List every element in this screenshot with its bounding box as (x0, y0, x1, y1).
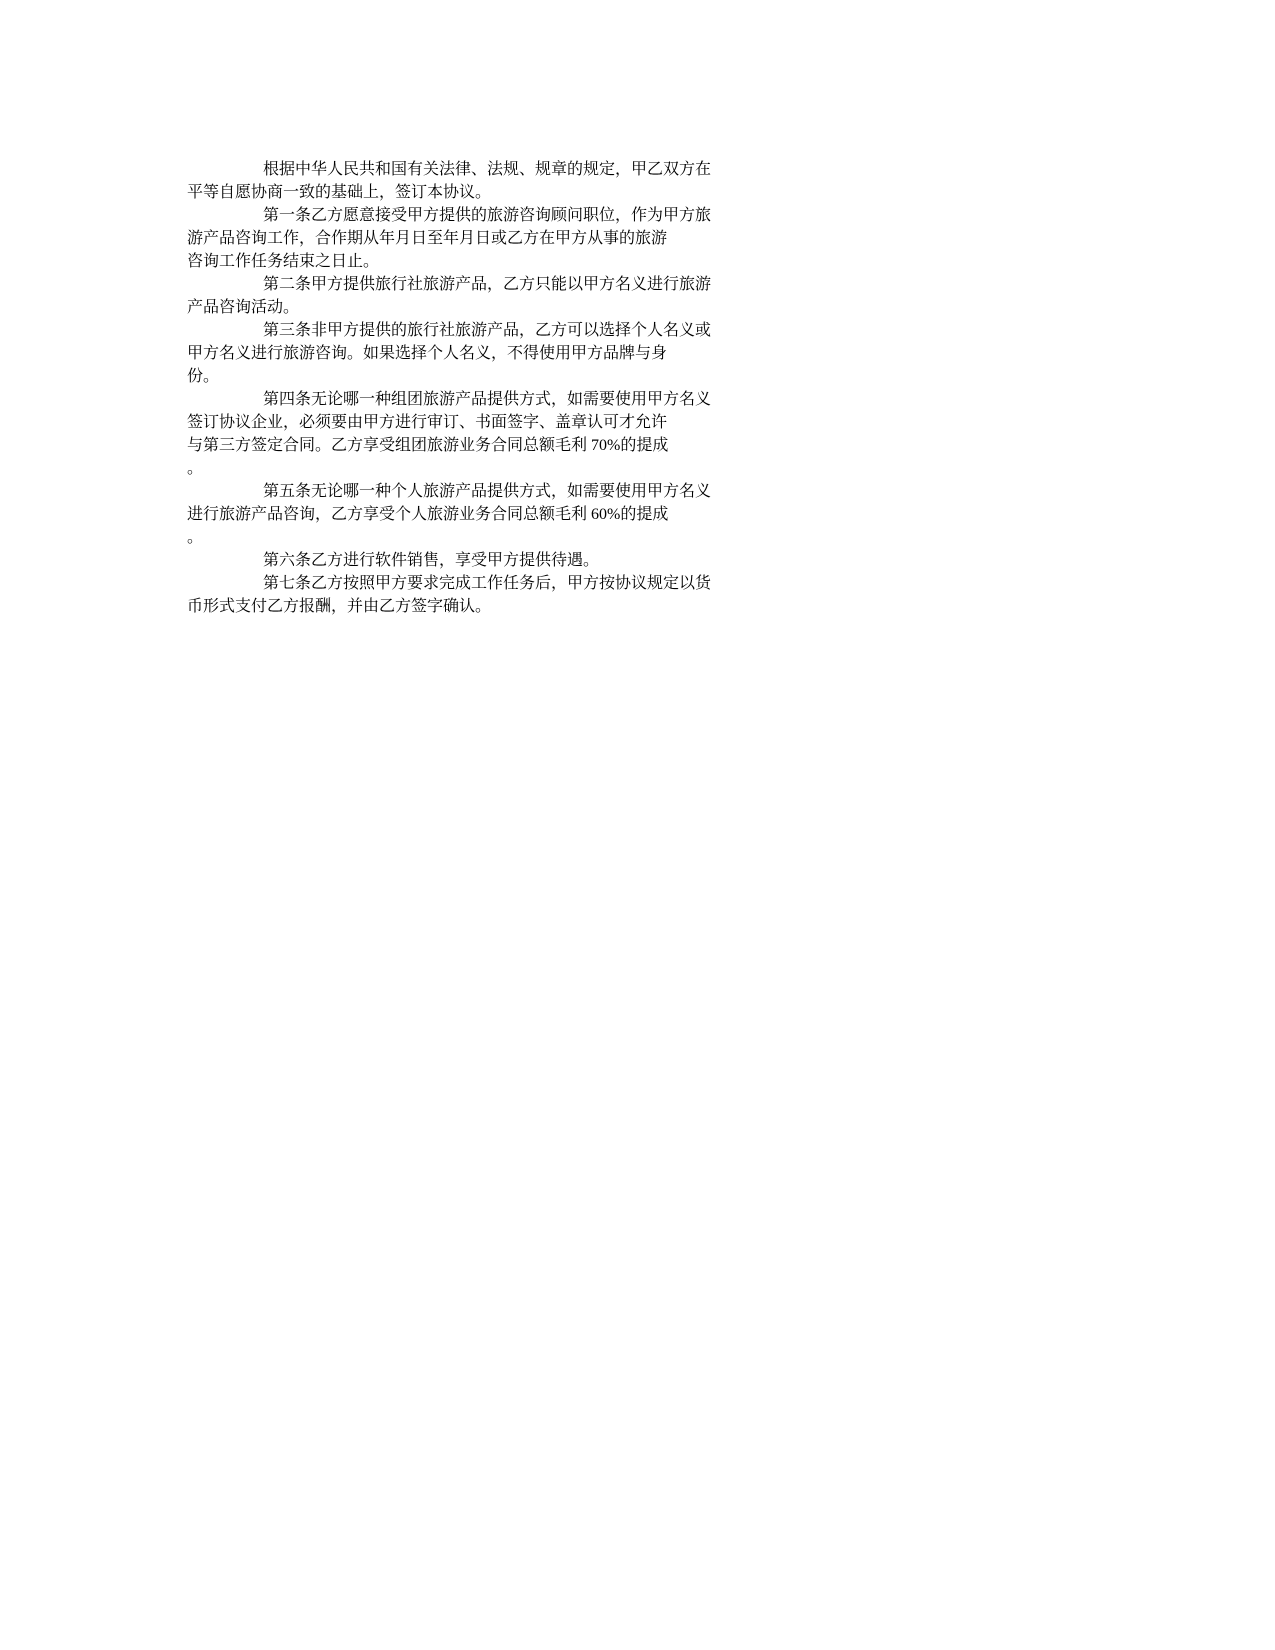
text-line: 咨询工作任务结束之日止。 (187, 253, 380, 270)
text-line: 第一条乙方愿意接受甲方提供的旅游咨询顾问职位，作为甲方旅 (263, 207, 712, 224)
text-line: 根据中华人民共和国有关法律、法规、规章的规定，甲乙双方在 (263, 161, 712, 178)
text-line: 份。 (187, 368, 220, 385)
text-line: 第五条无论哪一种个人旅游产品提供方式，如需要使用甲方名义 (263, 483, 712, 500)
text-line: 第七条乙方按照甲方要求完成工作任务后，甲方按协议规定以货 (263, 575, 712, 592)
text-line: 游产品咨询工作，合作期从年月日至年月日或乙方在甲方从事的旅游 (187, 230, 668, 247)
text-line: 。 (187, 529, 204, 546)
text-line: 。 (187, 460, 204, 477)
text-line: 进行旅游产品咨询，乙方享受个人旅游业务合同总额毛利 60%的提成 (187, 506, 669, 523)
text-line: 平等自愿协商一致的基础上，签订本协议。 (187, 184, 492, 201)
text-line: 币形式支付乙方报酬，并由乙方签字确认。 (187, 598, 492, 615)
paragraph-article-2 (187, 271, 1065, 317)
text-line: 与第三方签定合同。乙方享受组团旅游业务合同总额毛利 70%的提成 (187, 437, 669, 454)
paragraph-article-7 (187, 570, 1065, 616)
text-line: 第六条乙方进行软件销售，享受甲方提供待遇。 (263, 552, 600, 569)
text-line: 甲方名义进行旅游咨询。如果选择个人名义，不得使用甲方品牌与身 (187, 345, 668, 362)
paragraph-article-1 (187, 202, 1065, 271)
text-line: 第二条甲方提供旅行社旅游产品，乙方只能以甲方名义进行旅游 (263, 276, 712, 293)
text-line: 第四条无论哪一种组团旅游产品提供方式，如需要使用甲方名义 (263, 391, 712, 408)
document-body (187, 156, 1065, 616)
text-line: 签订协议企业，必须要由甲方进行审订、书面签字、盖章认可才允许 (187, 414, 668, 431)
paragraph-preamble (187, 156, 1065, 202)
text-line: 产品咨询活动。 (187, 299, 300, 316)
paragraph-article-4 (187, 386, 1065, 478)
paragraph-article-6 (187, 547, 1065, 570)
paragraph-article-5 (187, 478, 1065, 547)
paragraph-article-3 (187, 317, 1065, 386)
text-line: 第三条非甲方提供的旅行社旅游产品，乙方可以选择个人名义或 (263, 322, 712, 339)
